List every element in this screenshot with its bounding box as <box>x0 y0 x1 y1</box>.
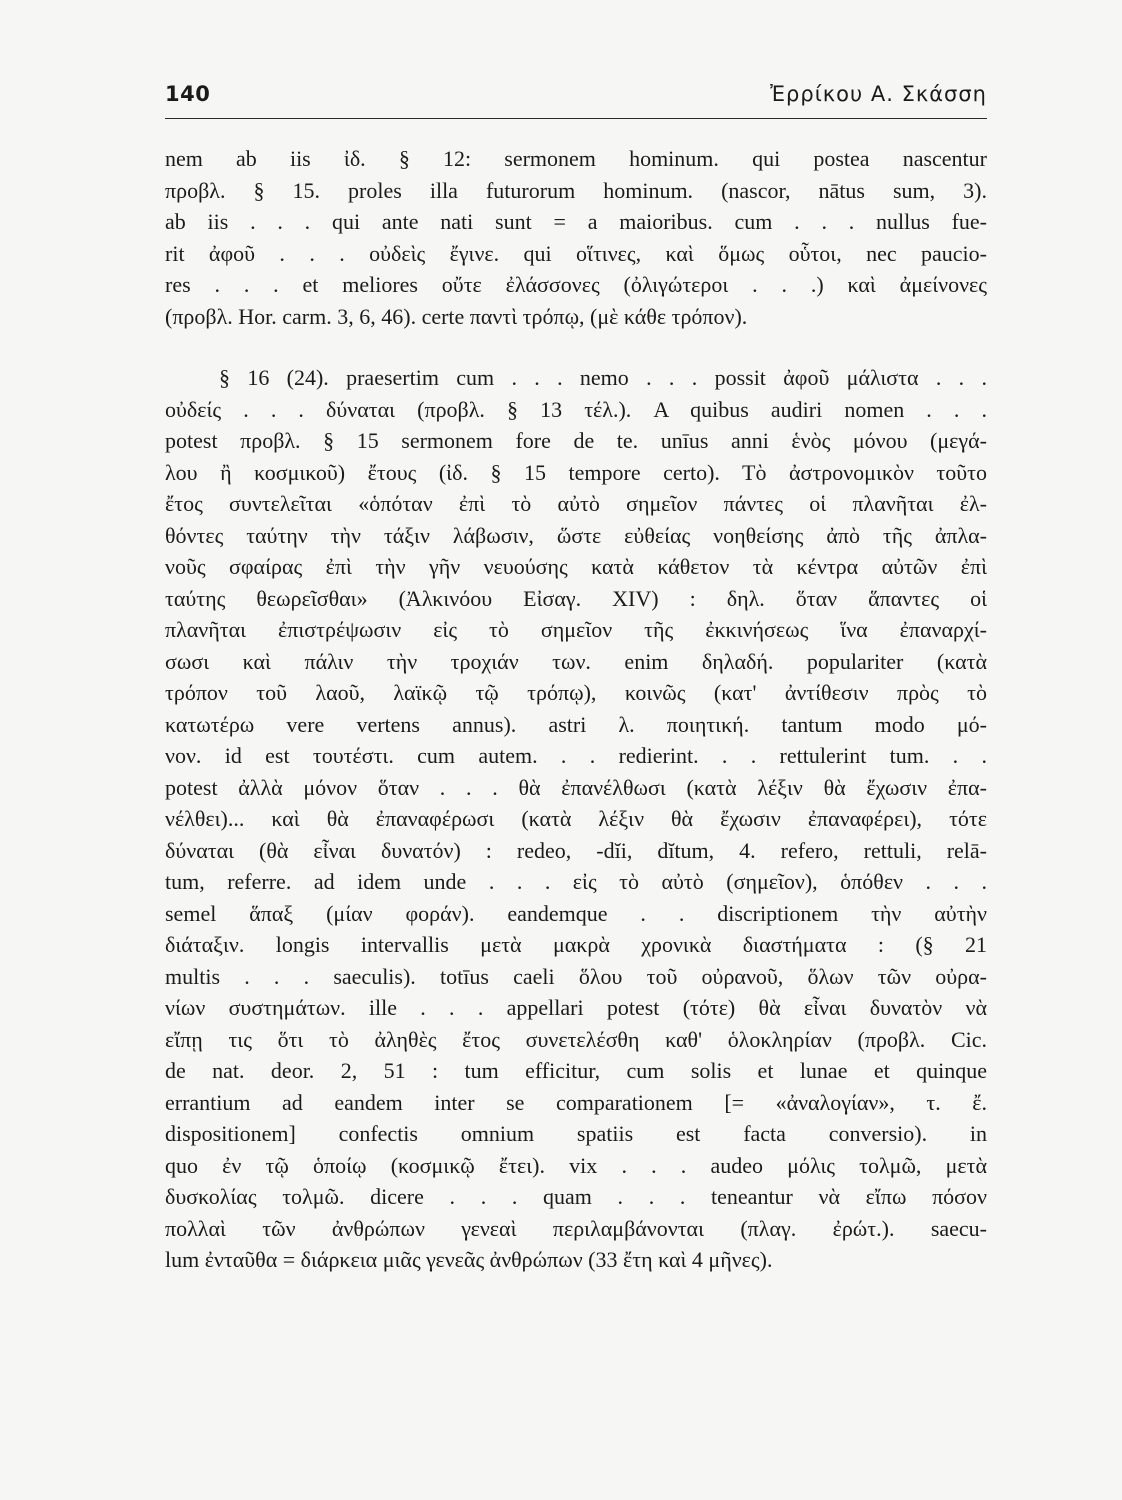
text-line: τρόπον τοῦ λαοῦ, λαϊκῷ τῷ τρόπῳ), κοινῶς (κατ' ἀντίθεσιν πρὸς τὸ <box>165 680 987 705</box>
text-line: § 16 (24). praesertim cum . . . nemo . . . possit ἀφοῦ μάλιστα . . . <box>219 365 987 390</box>
text-line: προβλ. § 15. proles illa futurorum hominum. (nascor, nātus sum, 3). <box>165 177 987 203</box>
text-line: οὐδείς . . . δύναται (προβλ. § 13 τέλ.). A quibus audiri nomen . . . <box>165 396 987 422</box>
text-line: tum, referre. ad idem unde . . . εἰς τὸ αὐτὸ (σημεῖον), ὁπόθεν . . . <box>165 869 987 894</box>
text-line: ἔτος συντελεῖται «ὁπόταν ἐπὶ τὸ αὐτὸ σημεῖον πάντες οἱ πλανῆται ἐλ- <box>165 491 987 516</box>
text-line: νέλθει)... καὶ θὰ ἐπαναφέρωσι (κατὰ λέξιν θὰ ἔχωσιν ἐπαναφέρει), τότε <box>165 806 987 831</box>
text-line: δυσκολίας τολμῶ. dicere . . . quam . . . teneantur νὰ εἴπω πόσον <box>165 1184 987 1209</box>
running-head: Ἐρρίκου Α. Σκάσση <box>770 82 987 106</box>
text-line: κατωτέρω vere vertens annus). astri λ. ποιητική. tantum modo μό- <box>165 711 987 737</box>
text-line: nem ab iis ἰδ. § 12: sermonem hominum. qui postea nascentur <box>165 146 987 171</box>
paragraph-gap <box>165 332 987 362</box>
text-line: lum ἐνταῦθα = διάρκεια μιᾶς γενεᾶς ἀνθρώπων (33 ἔτη καὶ 4 μῆνες). <box>165 1247 773 1272</box>
page-header <box>165 82 987 116</box>
text-line: de nat. deor. 2, 51 : tum efficitur, cum solis et lunae et quinque <box>165 1058 987 1083</box>
text-line: multis . . . saeculis). totīus caeli ὅλου τοῦ οὐρανοῦ, ὅλων τῶν οὐρα- <box>165 963 987 989</box>
text-line: διάταξιν. longis intervallis μετὰ μακρὰ χρονικὰ διαστήματα : (§ 21 <box>165 932 987 957</box>
text-line: νον. id est τουτέστι. cum autem. . . redierint. . . rettulerint tum. . . <box>165 743 987 768</box>
text-line: quo ἐν τῷ ὁποίῳ (κοσμικῷ ἔτει). vix . . . audeo μόλις τολμῶ, μετὰ <box>165 1152 987 1178</box>
text-line: θόντες ταύτην τὴν τάξιν λάβωσιν, ὥστε εὐθείας νοηθείσης ἀπὸ τῆς ἀπλα- <box>165 522 987 548</box>
text-line: νοῦς σφαίρας ἐπὶ τὴν γῆν νευούσης κατὰ κάθετον τὰ κέντρα αὐτῶν ἐπὶ <box>165 554 987 579</box>
text-line: σωσι καὶ πάλιν τὴν τροχιάν των. enim δηλαδή. populariter (κατὰ <box>165 648 987 674</box>
page-number: 140 <box>165 82 211 106</box>
text-line: errantium ad eandem inter se comparationem [= «ἀναλογίαν», τ. ἔ. <box>165 1089 987 1115</box>
commentary-text <box>165 143 987 1276</box>
text-line: ταύτης θεωρεῖσθαι» (Ἀλκινόου Εἰσαγ. XIV) : δηλ. ὅταν ἅπαντες οἱ <box>165 585 987 611</box>
text-line: εἴπῃ τις ὅτι τὸ ἀληθὲς ἔτος συνετελέσθη καθ' ὁλοκληρίαν (προβλ. Cic. <box>165 1026 987 1052</box>
text-line: λου ἢ κοσμικοῦ) ἔτους (ἰδ. § 15 tempore certo). Τὸ ἀστρονομικὸν τοῦτο <box>165 459 987 485</box>
paragraph-1 <box>165 143 987 332</box>
paragraph-2 <box>165 362 987 1276</box>
text-line: ab iis . . . qui ante nati sunt = a maioribus. cum . . . nullus fue- <box>165 209 987 234</box>
text-line: νίων συστημάτων. ille . . . appellari potest (τότε) θὰ εἶναι δυνατὸν νὰ <box>165 995 987 1020</box>
header-rule <box>165 118 987 119</box>
text-line: rit ἀφοῦ . . . οὐδεὶς ἔγινε. qui οἵτινες, καὶ ὅμως οὗτοι, nec paucio- <box>165 240 987 266</box>
text-line: res . . . et meliores οὔτε ἐλάσσονες (ὀλιγώτεροι . . .) καὶ ἀμείνονες <box>165 272 987 297</box>
text-line: potest ἀλλὰ μόνον ὅταν . . . θὰ ἐπανέλθωσι (κατὰ λέξιν θὰ ἔχωσιν ἐπα- <box>165 774 987 800</box>
text-line: πολλαὶ τῶν ἀνθρώπων γενεαὶ περιλαμβάνονται (πλαγ. ἐρώτ.). saecu- <box>165 1215 987 1241</box>
text-line: (προβλ. Hor. carm. 3, 6, 46). certe παντὶ τρόπῳ, (μὲ κάθε τρόπον). <box>165 303 748 329</box>
text-line: semel ἅπαξ (μίαν φοράν). eandemque . . discriptionem τὴν αὐτὴν <box>165 900 987 926</box>
text-line: dispositionem] confectis omnium spatiis est facta conversio). in <box>165 1121 987 1146</box>
text-line: δύναται (θὰ εἶναι δυνατόν) : redeo, -dĭi, dĭtum, 4. refero, rettuli, relā- <box>165 837 987 863</box>
text-line: πλανῆται ἐπιστρέψωσιν εἰς τὸ σημεῖον τῆς ἐκκινήσεως ἵνα ἐπαναρχί- <box>165 617 987 642</box>
text-line: potest προβλ. § 15 sermonem fore de te. unīus anni ἑνὸς μόνου (μεγά- <box>165 428 987 453</box>
